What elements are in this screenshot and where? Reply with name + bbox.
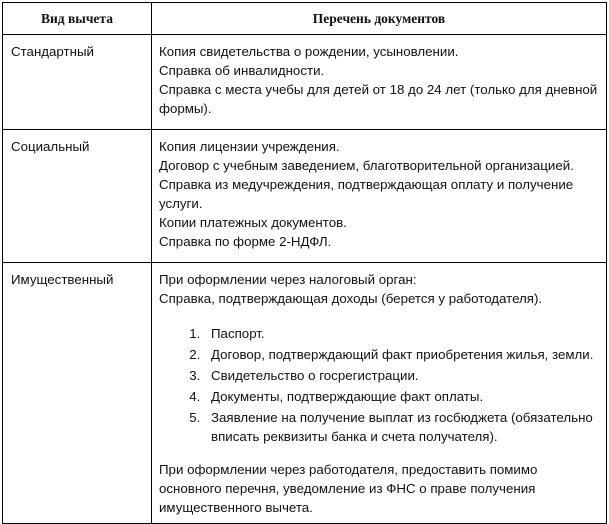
documents-table <box>2 2 607 524</box>
document-list-property <box>152 263 607 524</box>
table-row-property <box>3 263 607 524</box>
list-item: 2. Договор, подтверждающий факт приобретения жилья, земли. <box>204 345 600 364</box>
document-line: Договор с учебным заведением, благотворительной организацией. <box>159 158 574 173</box>
document-line: Справка с места учебы для детей от 18 до 24 лет (только для дневной формы). <box>159 82 598 116</box>
list-item: 4. Документы, подтверждающие факт оплаты. <box>204 387 600 406</box>
header-deduction-type: Вид вычета <box>3 3 152 35</box>
property-intro-line: Справка, подтверждающая доходы (берется у работодателя). <box>159 291 543 306</box>
header-document-list: Перечень документов <box>152 3 607 35</box>
document-line: Копии платежных документов. <box>159 215 347 230</box>
document-line: Справка об инвалидности. <box>159 63 325 78</box>
deduction-type-standard: Стандартный <box>3 35 152 130</box>
table-row-standard <box>3 35 607 130</box>
deduction-type-property: Имущественный <box>3 263 152 524</box>
property-intro-line: При оформлении через налоговый орган: <box>159 272 417 287</box>
deduction-type-social: Социальный <box>3 130 152 263</box>
table-row-social <box>3 130 607 263</box>
document-list-social <box>152 130 607 263</box>
header-row <box>3 3 607 35</box>
list-item: 3. Свидетельство о госрегистрации. <box>204 366 600 385</box>
document-list-standard <box>152 35 607 130</box>
property-outro: При оформлении через работодателя, предоставить помимо основного перечня, уведомление из ФНС о праве получения имущественного вычета. <box>159 462 538 515</box>
property-document-list <box>159 324 600 446</box>
list-item: 5. Заявление на получение выплат из госбюджета (обязательно вписать реквизиты банка и счета получателя). <box>204 408 600 446</box>
document-line: Справка из медучреждения, подтверждающая оплату и получение услуги. <box>159 177 574 211</box>
document-line: Копия свидетельства о рождении, усыновлении. <box>159 44 459 59</box>
document-line: Копия лицензии учреждения. <box>159 139 340 154</box>
document-line: Справка по форме 2-НДФЛ. <box>159 234 332 249</box>
list-item: 1. Паспорт. <box>204 324 600 343</box>
